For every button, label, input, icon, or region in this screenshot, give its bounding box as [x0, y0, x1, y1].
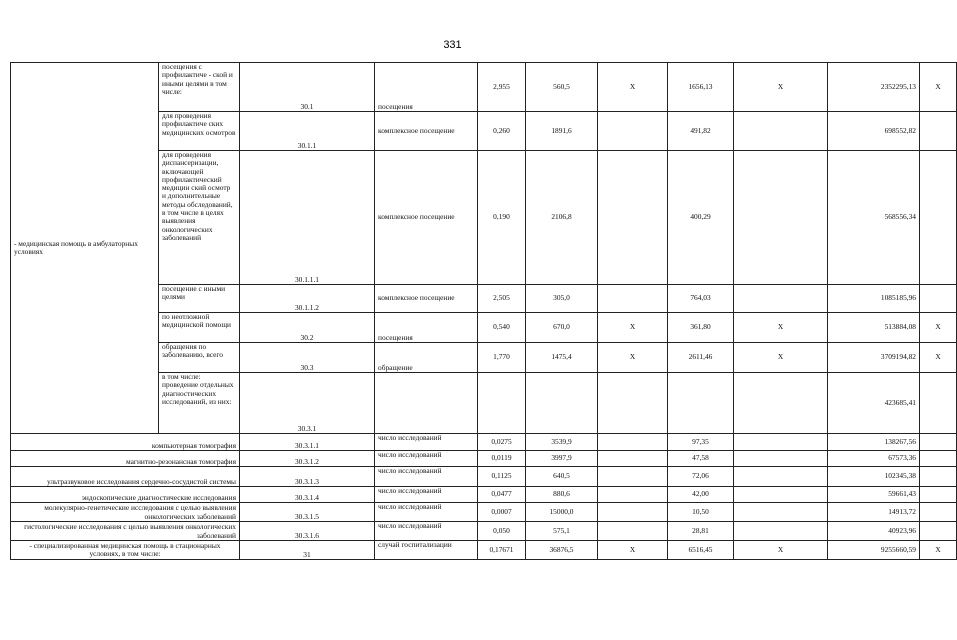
row-code: 30.1.1.1 — [240, 151, 375, 285]
cell-c7: 10,50 — [668, 503, 734, 522]
row-description: молекулярно-генетические исследования с целью выявления онкологических заболеваний — [11, 503, 240, 522]
row-unit — [375, 373, 478, 434]
table-row — [11, 63, 957, 112]
cell-c8 — [734, 487, 828, 503]
cell-c8: Х — [734, 63, 828, 112]
cell-c5 — [526, 373, 598, 434]
row-description: обращения по заболеванию, всего — [159, 343, 240, 373]
financial-table — [10, 62, 957, 560]
cell-c7: 28,81 — [668, 522, 734, 541]
cell-c4: 0,050 — [478, 522, 526, 541]
cell-c7: 2611,46 — [668, 343, 734, 373]
row-unit: число исследований — [375, 487, 478, 503]
cell-c8 — [734, 434, 828, 451]
table-row — [11, 451, 957, 467]
row-description: посещения с профилактиче - ской и иными целями в том числе: — [159, 63, 240, 112]
row-code: 30.3 — [240, 343, 375, 373]
row-unit: число исследований — [375, 522, 478, 541]
row-unit: комплексное посещение — [375, 285, 478, 313]
cell-c6: Х — [598, 313, 668, 343]
cell-c8 — [734, 522, 828, 541]
cell-c9: 2352295,13 — [828, 63, 920, 112]
cell-c7: 97,35 — [668, 434, 734, 451]
row-description: посещение с иными целями — [159, 285, 240, 313]
cell-c4: 0,1125 — [478, 467, 526, 487]
cell-c5: 640,5 — [526, 467, 598, 487]
row-unit: число исследований — [375, 503, 478, 522]
cell-c9: 3709194,82 — [828, 343, 920, 373]
cell-c10 — [920, 467, 957, 487]
row-description: для проведения профилактиче ских медицинских осмотров — [159, 112, 240, 151]
cell-c8 — [734, 151, 828, 285]
cell-c8: Х — [734, 313, 828, 343]
row-unit: комплексное посещение — [375, 151, 478, 285]
cell-c5: 305,0 — [526, 285, 598, 313]
row-code: 30.3.1.6 — [240, 522, 375, 541]
cell-c7: 72,06 — [668, 467, 734, 487]
row-description: гистологические исследования с целью выявления онкологических заболеваний — [11, 522, 240, 541]
cell-c9: 14913,72 — [828, 503, 920, 522]
cell-c10 — [920, 151, 957, 285]
cell-c10 — [920, 434, 957, 451]
cell-c7: 361,80 — [668, 313, 734, 343]
cell-c7: 764,03 — [668, 285, 734, 313]
cell-c4: 0,0275 — [478, 434, 526, 451]
cell-c7 — [668, 373, 734, 434]
row-description: по неотложной медицинской помощи — [159, 313, 240, 343]
cell-c10 — [920, 451, 957, 467]
cell-c7: 491,82 — [668, 112, 734, 151]
cell-c6 — [598, 503, 668, 522]
cell-c10: Х — [920, 343, 957, 373]
cell-c5: 15000,0 — [526, 503, 598, 522]
row-unit: случай госпитализации — [375, 541, 478, 560]
cell-c8 — [734, 285, 828, 313]
table-row — [11, 503, 957, 522]
cell-c4: 2,955 — [478, 63, 526, 112]
cell-c9: 9255660,59 — [828, 541, 920, 560]
cell-c6 — [598, 285, 668, 313]
cell-c8 — [734, 451, 828, 467]
cell-c7: 47,58 — [668, 451, 734, 467]
cell-c6 — [598, 467, 668, 487]
table-row — [11, 487, 957, 503]
cell-c7: 42,00 — [668, 487, 734, 503]
cell-c5: 2106,8 — [526, 151, 598, 285]
cell-c9: 568556,34 — [828, 151, 920, 285]
cell-c4: 0,260 — [478, 112, 526, 151]
cell-c10: Х — [920, 63, 957, 112]
cell-c9: 1085185,96 — [828, 285, 920, 313]
page-number: 331 — [443, 39, 462, 51]
cell-c10 — [920, 112, 957, 151]
cell-c10: Х — [920, 313, 957, 343]
cell-c4: 0,17671 — [478, 541, 526, 560]
row-unit: обращение — [375, 343, 478, 373]
row-code: 31 — [240, 541, 375, 560]
cell-c6 — [598, 487, 668, 503]
row-unit: посещения — [375, 313, 478, 343]
row-description: эндоскопические диагностические исследования — [11, 487, 240, 503]
cell-c9: 138267,56 — [828, 434, 920, 451]
row-code: 30.1.1 — [240, 112, 375, 151]
cell-c10 — [920, 487, 957, 503]
cell-c10 — [920, 522, 957, 541]
row-code: 30.3.1.3 — [240, 467, 375, 487]
row-unit: комплексное посещение — [375, 112, 478, 151]
row-unit: число исследований — [375, 467, 478, 487]
cell-c5: 560,5 — [526, 63, 598, 112]
cell-c9: 59661,43 — [828, 487, 920, 503]
cell-c5: 880,6 — [526, 487, 598, 503]
row-code: 30.2 — [240, 313, 375, 343]
cell-c9: 423685,41 — [828, 373, 920, 434]
table-row — [11, 467, 957, 487]
cell-c8 — [734, 467, 828, 487]
cell-c7: 400,29 — [668, 151, 734, 285]
table-row — [11, 522, 957, 541]
cell-c6 — [598, 522, 668, 541]
row-description: компьютерная томография — [11, 434, 240, 451]
cell-c5: 1475,4 — [526, 343, 598, 373]
cell-c5: 575,1 — [526, 522, 598, 541]
row-description: - специализированная медицинская помощь в стационарных условиях, в том числе: — [11, 541, 240, 560]
cell-c10: Х — [920, 541, 957, 560]
cell-c4: 0,0007 — [478, 503, 526, 522]
cell-c7: 1656,13 — [668, 63, 734, 112]
cell-c4: 0,190 — [478, 151, 526, 285]
row-code: 30.3.1.5 — [240, 503, 375, 522]
cell-c5: 36876,5 — [526, 541, 598, 560]
cell-c4: 0,0119 — [478, 451, 526, 467]
row-code: 30.1.1.2 — [240, 285, 375, 313]
cell-c6 — [598, 373, 668, 434]
row-unit: посещения — [375, 63, 478, 112]
cell-c5: 3997,9 — [526, 451, 598, 467]
cell-c4: 0,540 — [478, 313, 526, 343]
cell-c8 — [734, 503, 828, 522]
row-description: магнитно-резонансная томография — [11, 451, 240, 467]
cell-c6: Х — [598, 343, 668, 373]
row-code: 30.3.1 — [240, 373, 375, 434]
row-code: 30.3.1.2 — [240, 451, 375, 467]
cell-c7: 6516,45 — [668, 541, 734, 560]
cell-c10 — [920, 373, 957, 434]
cell-c5: 1891,6 — [526, 112, 598, 151]
cell-c4: 0,0477 — [478, 487, 526, 503]
cell-c10 — [920, 285, 957, 313]
cell-c6 — [598, 434, 668, 451]
row-code: 30.3.1.4 — [240, 487, 375, 503]
cell-c10 — [920, 503, 957, 522]
cell-c8: Х — [734, 541, 828, 560]
cell-c9: 513884,08 — [828, 313, 920, 343]
cell-c8: Х — [734, 343, 828, 373]
cell-c6 — [598, 151, 668, 285]
cell-c6: Х — [598, 63, 668, 112]
cell-c6 — [598, 112, 668, 151]
table-row — [11, 541, 957, 560]
cell-c8 — [734, 112, 828, 151]
cell-c8 — [734, 373, 828, 434]
table-row — [11, 434, 957, 451]
cell-c9: 698552,82 — [828, 112, 920, 151]
cell-c9: 40923,96 — [828, 522, 920, 541]
section-label: - медицинская помощь в амбулаторных условиях — [11, 63, 159, 434]
cell-c4 — [478, 373, 526, 434]
cell-c4: 2,505 — [478, 285, 526, 313]
row-description: ультразвуковое исследования сердечно-сосудистой системы — [11, 467, 240, 487]
row-description: для проведения диспансеризации, включающей профилактический медицин ский осмотр и дополнительные методы обследований, в том числе в целях выявления онкологических заболеваний — [159, 151, 240, 285]
row-unit: число исследований — [375, 434, 478, 451]
row-code: 30.3.1.1 — [240, 434, 375, 451]
cell-c6 — [598, 451, 668, 467]
cell-c6: Х — [598, 541, 668, 560]
row-unit: число исследований — [375, 451, 478, 467]
cell-c5: 3539,9 — [526, 434, 598, 451]
cell-c9: 67573,36 — [828, 451, 920, 467]
row-description: в том числе: проведение отдельных диагностических исследований, из них: — [159, 373, 240, 434]
cell-c9: 102345,38 — [828, 467, 920, 487]
cell-c5: 670,0 — [526, 313, 598, 343]
row-code: 30.1 — [240, 63, 375, 112]
cell-c4: 1,770 — [478, 343, 526, 373]
